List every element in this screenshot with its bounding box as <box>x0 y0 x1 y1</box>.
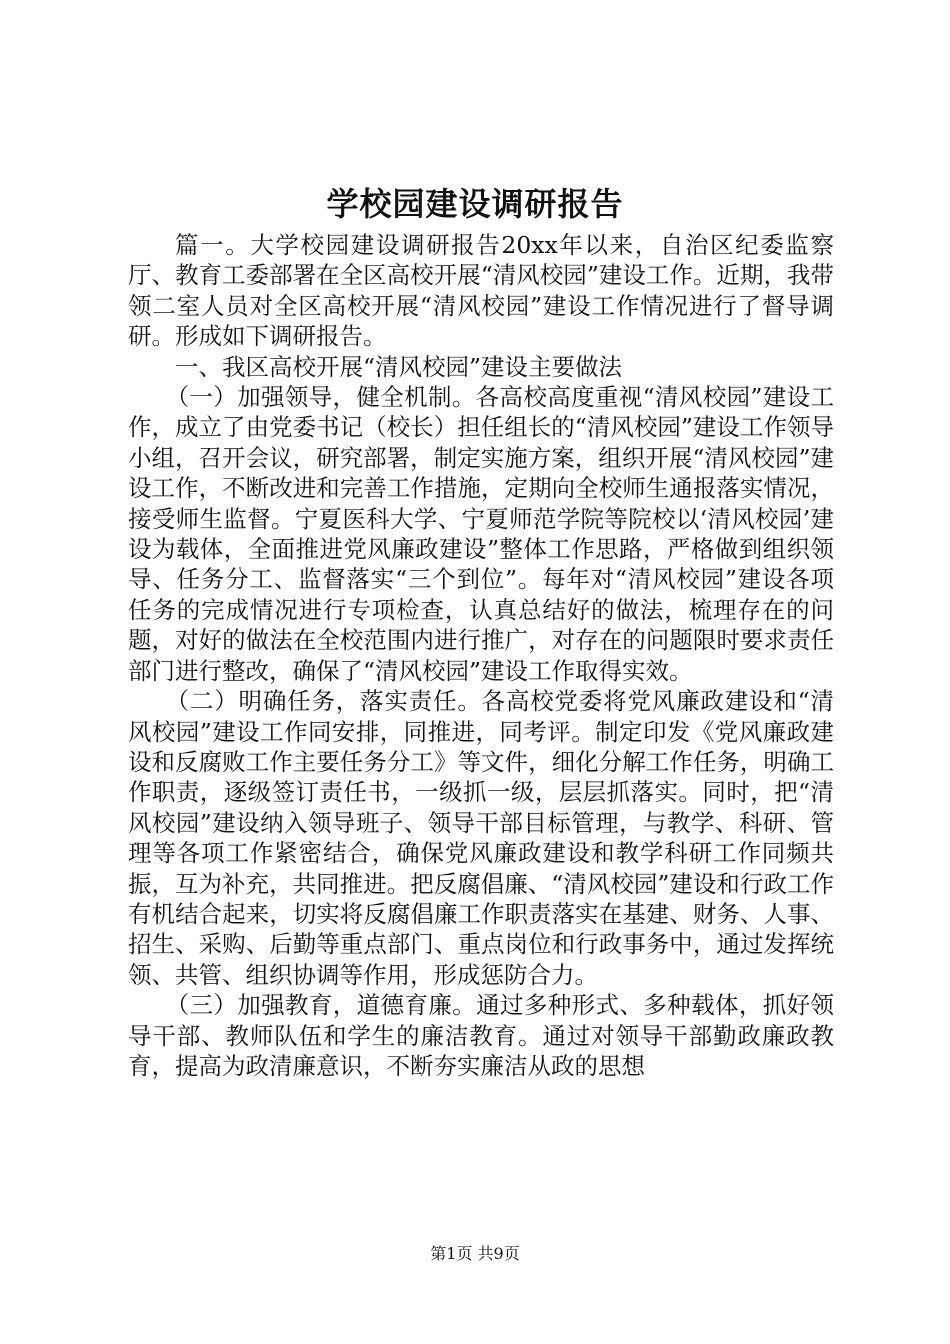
paragraph-item-3: （三）加强教育，道德育廉。通过多种形式、多种载体，抓好领导干部、教师队伍和学生的廉洁教育。通过对领导干部勤政廉政教育，提高为政清廉意识，不断夯实廉洁从政的思想 <box>128 991 834 1080</box>
page-footer: 第1页 共9页 <box>430 1244 520 1263</box>
section-heading: 一、我区高校开展“清风校园”建设主要做法 <box>175 352 623 381</box>
paragraph-item-2: （二）明确任务，落实责任。各高校党委将党风廉政建设和“清风校园”建设工作同安排，同推进，同考评。制定印发《党风廉政建设和反腐败工作主要任务分工》等文件，细化分解工作任务，明确工作职责，逐级签订责任书，一级抓一级，层层抓落实。同时，把“清风校园”建设纳入领导班子、领导干部目标管理，与教学、科研、管理等各项工作紧密结合，确保党风廉政建设和教学科研工作同频共振，互为补充，共同推进。把反腐倡廉、“清风校园”建设和行政工作有机结合起来，切实将反腐倡廉工作职责落实在基建、财务、人事、招生、采购、后勤等重点部门、重点岗位和行政事务中，通过发挥统领、共管、组织协调等作用，形成惩防合力。 <box>128 687 834 989</box>
document-body <box>128 230 834 1081</box>
document-title: 学校园建设调研报告 <box>326 185 624 223</box>
paragraph-item-1: （一）加强领导，健全机制。各高校高度重视“清风校园”建设工作，成立了由党委书记（校长）担任组长的“清风校园”建设工作领导小组，召开会议，研究部署，制定实施方案，组织开展“清风校园”建设工作，不断改进和完善工作措施，定期向全校师生通报落实情况，接受师生监督。宁夏医科大学、宁夏师范学院等院校以‘清风校园’建设为载体，全面推进党风廉政建设”整体工作思路，严格做到组织领导、任务分工、监督落实“三个到位”。每年对“清风校园”建设各项任务的完成情况进行专项检查，认真总结好的做法，梳理存在的问题，对好的做法在全校范围内进行推广，对存在的问题限时要求责任部门进行整改，确保了“清风校园”建设工作取得实效。 <box>128 383 834 685</box>
paragraph-intro: 篇一。大学校园建设调研报告20xx年以来，自治区纪委监察厅、教育工委部署在全区高校开展“清风校园”建设工作。近期，我带领二室人员对全区高校开展“清风校园”建设工作情况进行了督导调研。形成如下调研报告。 <box>128 231 834 351</box>
